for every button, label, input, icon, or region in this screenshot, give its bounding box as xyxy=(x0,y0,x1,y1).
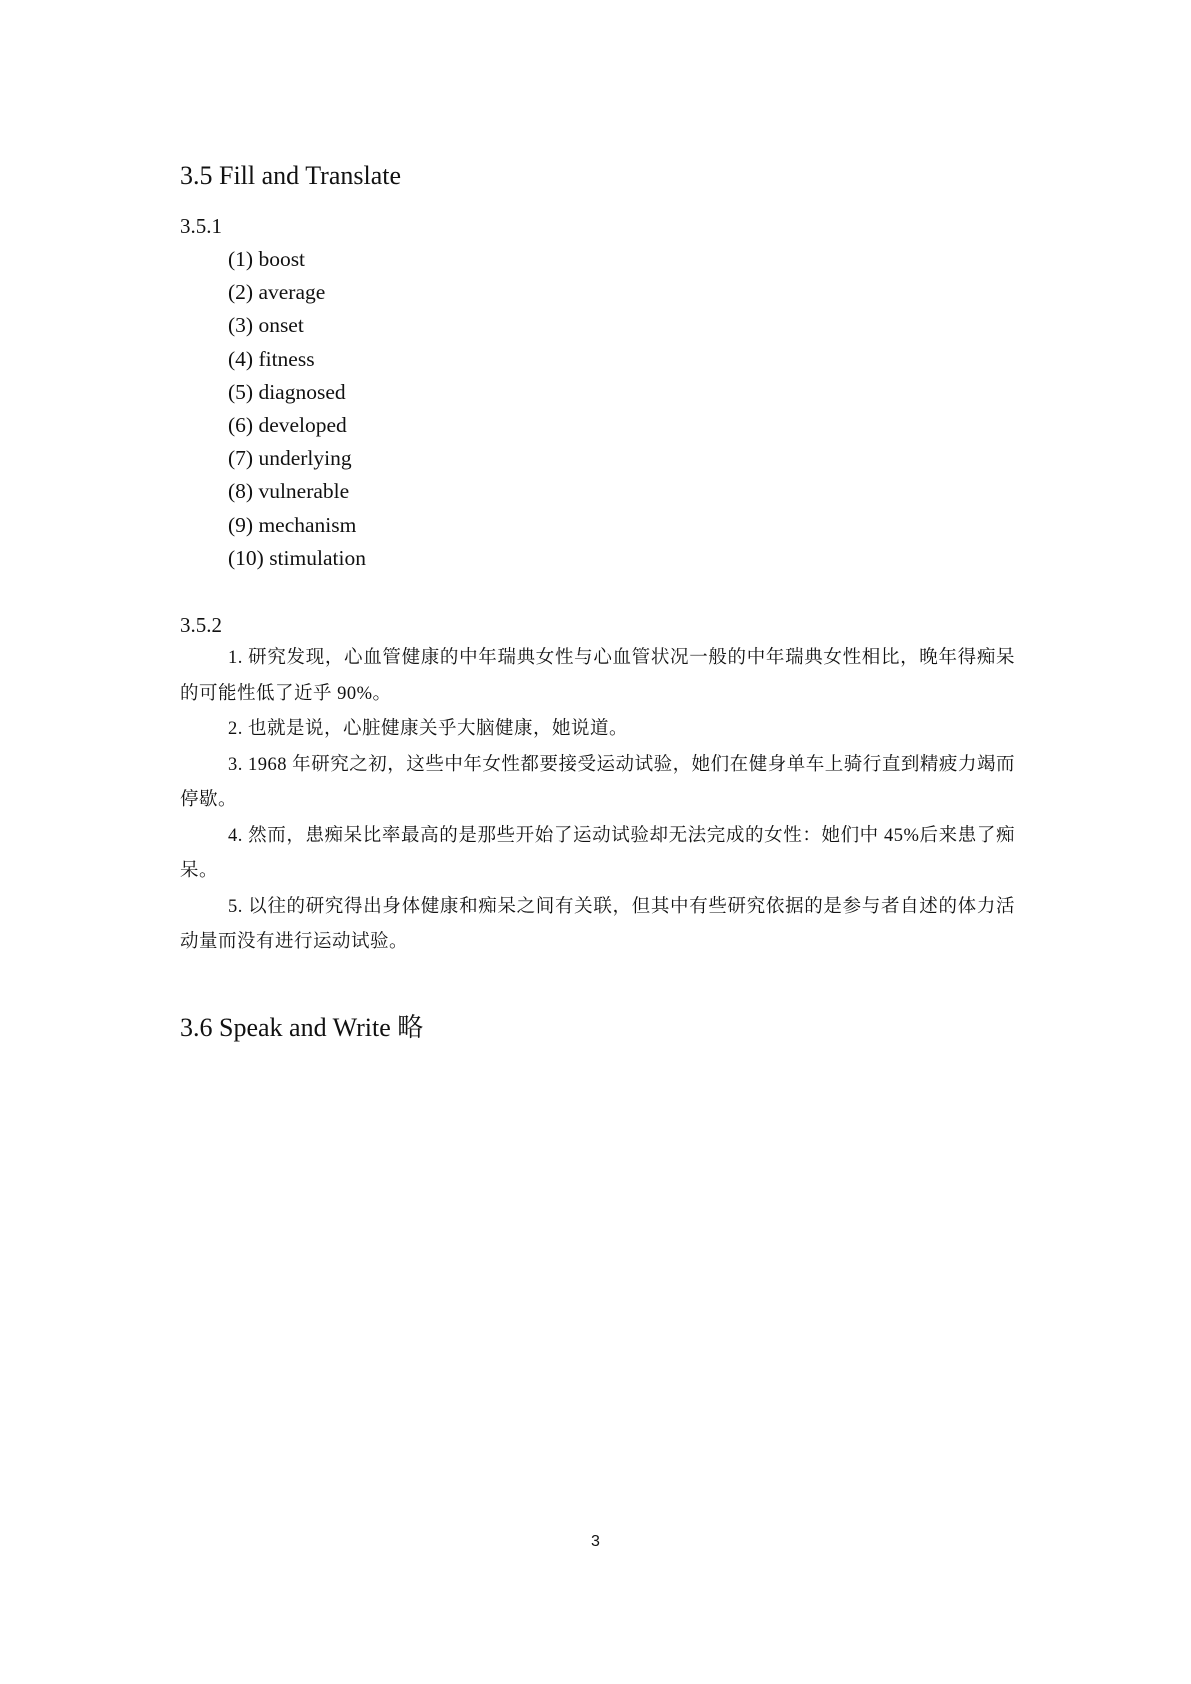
list-item: (5) diagnosed xyxy=(228,379,346,404)
translation-paragraph-4: 4. 然而，患痴呆比率最高的是那些开始了运动试验却无法完成的女性：她们中 45%后来患了痴呆。 xyxy=(180,825,1015,881)
list-item: (3) onset xyxy=(228,313,304,338)
translation-paragraph-5: 5. 以往的研究得出身体健康和痴呆之间有关联，但其中有些研究依据的是参与者自述的体力活动量而没有进行运动试验。 xyxy=(180,896,1015,952)
section-heading-3-5: 3.5 Fill and Translate xyxy=(180,161,402,190)
translation-paragraph-2: 2. 也就是说，心脏健康关乎大脑健康，她说道。 xyxy=(228,719,629,739)
list-item: (8) vulnerable xyxy=(228,479,350,504)
list-item: (1) boost xyxy=(228,247,306,271)
list-item: (6) developed xyxy=(228,412,347,437)
answer-word-list xyxy=(228,243,366,575)
page-number: 3 xyxy=(591,1533,600,1550)
list-item: (9) mechanism xyxy=(228,512,357,537)
translation-paragraph-1: 1. 研究发现，心血管健康的中年瑞典女性与心血管状况一般的中年瑞典女性相比，晚年得痴呆的可能性低了近乎 90%。 xyxy=(180,648,1015,704)
translation-paragraphs xyxy=(180,641,1015,961)
list-item: (10) stimulation xyxy=(228,545,366,570)
sub-heading-3-5-2: 3.5.2 xyxy=(180,613,222,637)
sub-heading-3-5-1: 3.5.1 xyxy=(180,214,222,238)
section-heading-3-6: 3.6 Speak and Write 略 xyxy=(180,1013,424,1042)
translation-paragraph-3: 3. 1968 年研究之初，这些中年女性都要接受运动试验，她们在健身单车上骑行直到精疲力竭而停歇。 xyxy=(180,754,1015,810)
list-item: (4) fitness xyxy=(228,346,315,371)
list-item: (7) underlying xyxy=(228,446,352,471)
list-item: (2) average xyxy=(228,280,326,305)
